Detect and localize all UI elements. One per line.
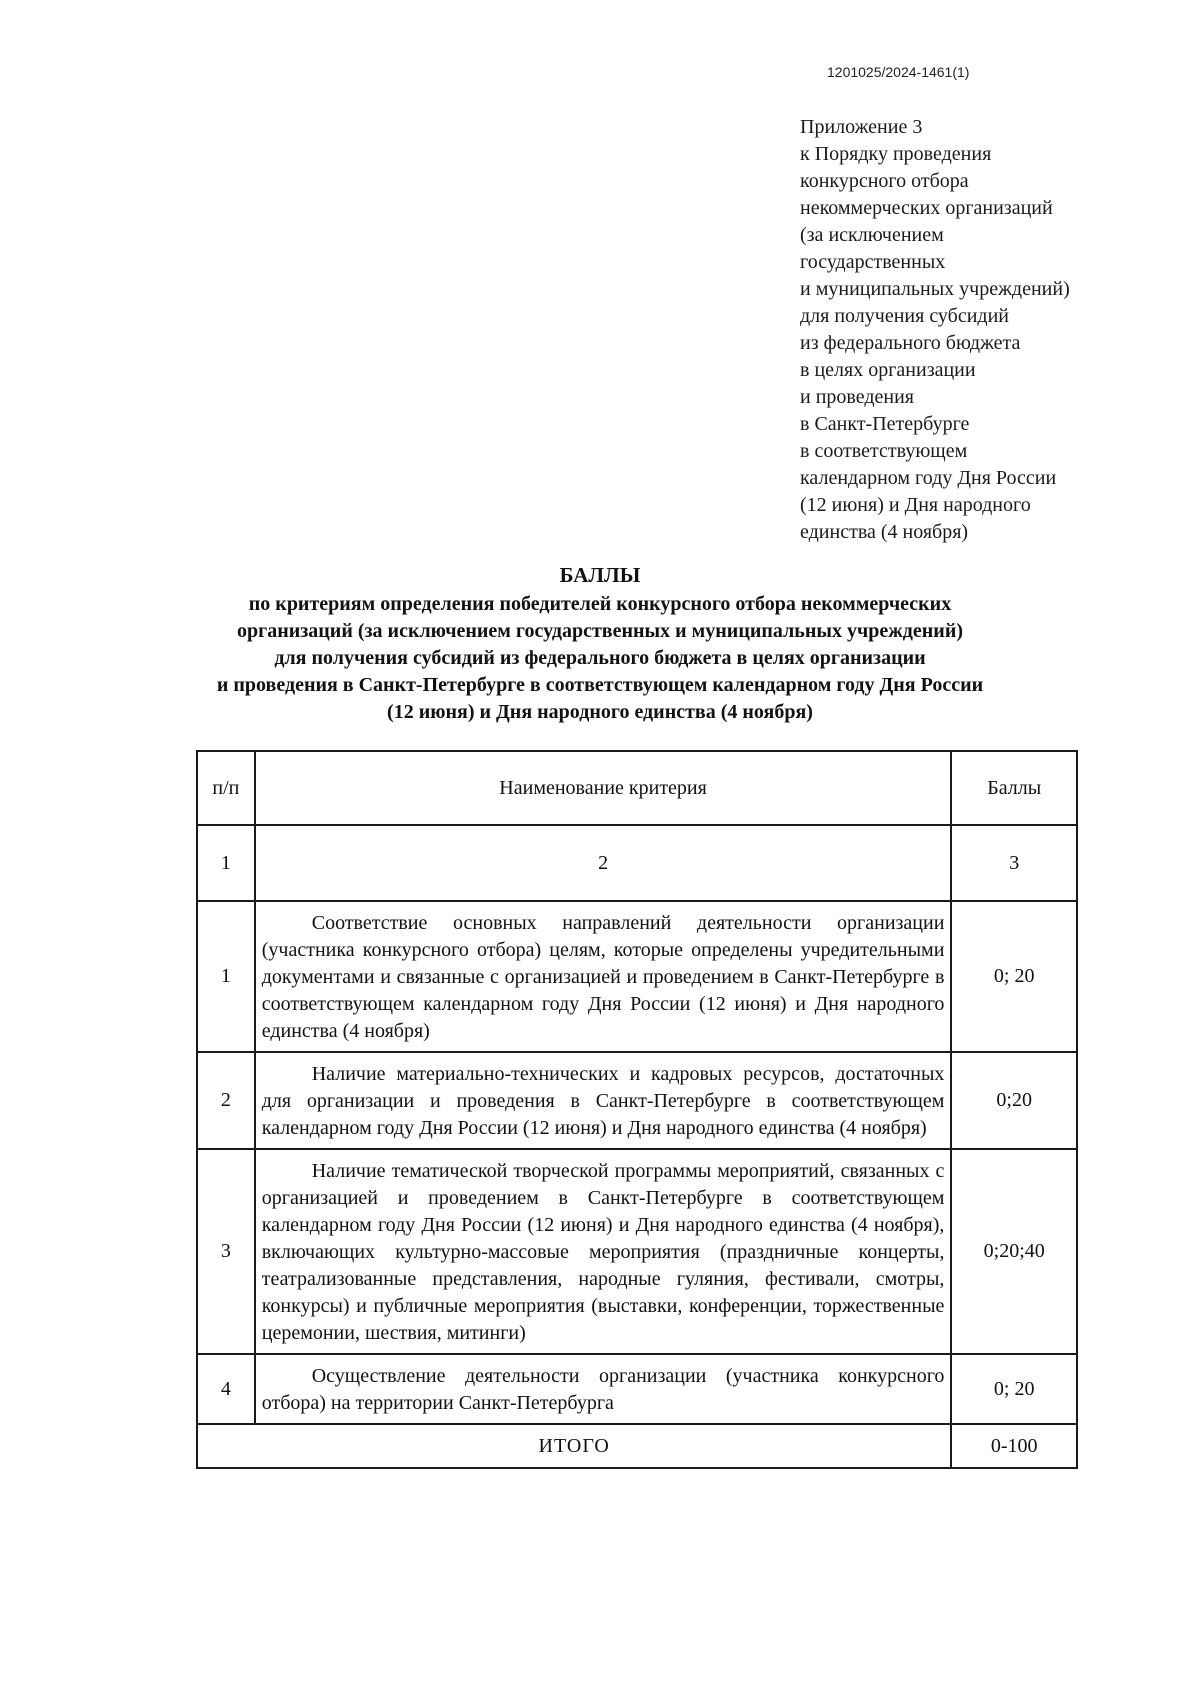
appendix-line: календарном году Дня России: [800, 467, 1057, 489]
appendix-line: в целях организации: [800, 359, 976, 381]
table-row: [197, 1149, 1077, 1354]
row-number: 1: [197, 901, 255, 1052]
appendix-line: конкурсного отбора: [800, 170, 969, 192]
appendix-line: и муниципальных учреждений): [800, 278, 1070, 300]
criterion-text: Наличие тематической творческой программы мероприятий, связанных с организацией и проведением в Санкт-Петербурге в соответствующем календарном году Дня России (12 июня) и Дня народного единства (4 ноября), включающих культурно-массовые мероприятия (праздничные концерты, театрализованные представления, народные гуляния, фестивали, смотры, конкурсы) и публичные мероприятия (выставки, конференции, торжественные церемонии, шествия, митинги): [261, 1160, 945, 1344]
criterion-text: Осуществление деятельности организации (участника конкурсного отбора) на территории Санкт-Петербурга: [261, 1365, 945, 1414]
document-heading: [150, 562, 1050, 726]
total-label: ИТОГО: [197, 1424, 951, 1468]
score-cell: 0;20;40: [951, 1149, 1077, 1354]
criteria-table: [196, 750, 1078, 1469]
table-total-row: [197, 1424, 1077, 1468]
criterion-text: Соответствие основных направлений деятельности организации (участника конкурсного отбора) целям, которые определены учредительными документами и связанные с организацией и проведением в Санкт-Петербурге в соответствующем календарном году Дня России (12 июня) и Дня народного единства (4 ноября): [261, 912, 945, 1042]
criterion-cell: [255, 1354, 952, 1424]
criterion-cell: [255, 1149, 952, 1354]
header-num: п/п: [197, 751, 255, 825]
criterion-cell: [255, 1052, 952, 1149]
appendix-reference: [800, 114, 1180, 546]
criterion-text: Наличие материально-технических и кадровых ресурсов, достаточных для организации и проведения в Санкт-Петербурге в соответствующем календарном году Дня России (12 июня) и Дня народного единства (4 ноября): [261, 1063, 945, 1139]
score-cell: 0; 20: [951, 1354, 1077, 1424]
table-row: [197, 1052, 1077, 1149]
row-number: 3: [197, 1149, 255, 1354]
subtitle-line: организаций (за исключением государственных и муниципальных учреждений): [236, 620, 964, 642]
row-number: 4: [197, 1354, 255, 1424]
header-score: Баллы: [951, 751, 1077, 825]
subtitle-line: (12 июня) и Дня народного единства (4 ноября): [387, 701, 813, 723]
table-row: [197, 901, 1077, 1052]
appendix-line: единства (4 ноября): [800, 521, 969, 543]
document-title: БАЛЛЫ: [559, 563, 641, 587]
appendix-line: в соответствующем: [800, 440, 968, 462]
total-score: 0-100: [951, 1424, 1077, 1468]
criterion-cell: [255, 901, 952, 1052]
table-header-row: [197, 751, 1077, 825]
appendix-line: и проведения: [800, 386, 915, 408]
score-cell: 0;20: [951, 1052, 1077, 1149]
header-criterion: Наименование критерия: [255, 751, 952, 825]
appendix-line: некоммерческих организаций: [800, 197, 1053, 219]
score-cell: 0; 20: [951, 901, 1077, 1052]
appendix-line: для получения субсидий: [800, 305, 1010, 327]
subtitle-line: для получения субсидий из федерального бюджета в целях организации: [274, 647, 926, 669]
index-cell: 2: [255, 825, 952, 901]
table-row: [197, 1354, 1077, 1424]
index-cell: 3: [951, 825, 1077, 901]
appendix-line: в Санкт-Петербурге: [800, 413, 970, 435]
appendix-line: государственных: [800, 251, 946, 273]
appendix-line: (12 июня) и Дня народного: [800, 494, 1031, 516]
subtitle-line: и проведения в Санкт-Петербурге в соответствующем календарном году Дня России: [216, 674, 984, 696]
table-index-row: [197, 825, 1077, 901]
document-number: 1201025/2024-1461(1): [827, 64, 970, 80]
index-cell: 1: [197, 825, 255, 901]
subtitle-line: по критериям определения победителей конкурсного отбора некоммерческих: [248, 593, 952, 615]
row-number: 2: [197, 1052, 255, 1149]
appendix-line: (за исключением: [800, 224, 944, 246]
appendix-line: из федерального бюджета: [800, 332, 1021, 354]
appendix-line: к Порядку проведения: [800, 143, 992, 165]
appendix-line: Приложение 3: [800, 116, 923, 138]
